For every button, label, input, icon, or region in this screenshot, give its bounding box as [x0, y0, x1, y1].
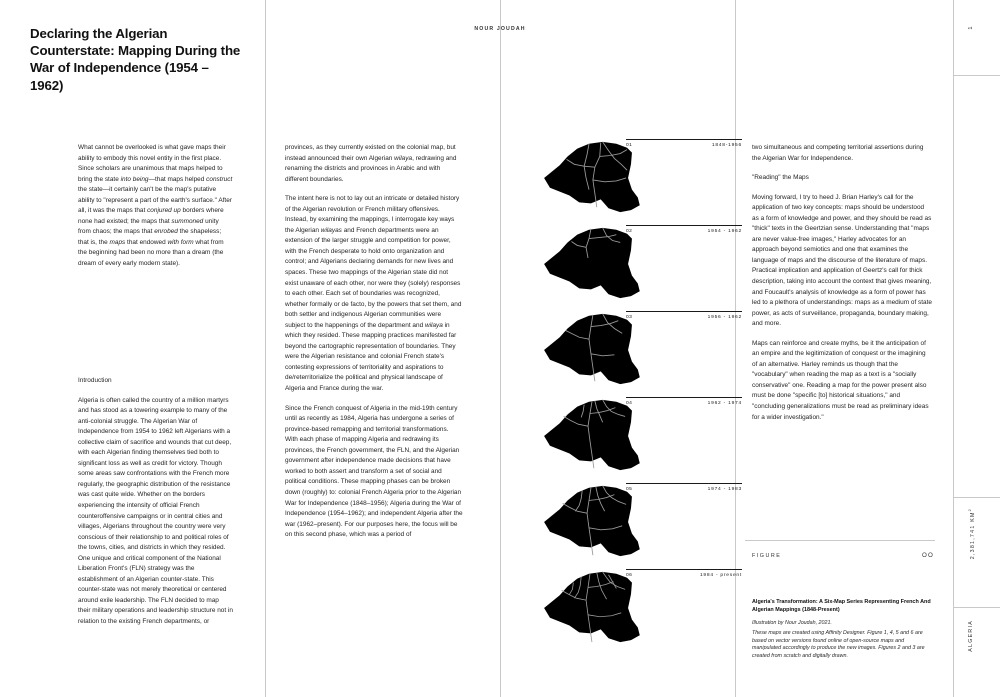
- paragraph: Since the French conquest of Algeria in the mid-19th century until as recently as 1984, Algeria has undergone a series of province-based remapping and territorial transformations. With each phase of mapping Algeria and redrawing its provinces, the French government, the FLN, and the Algerian government after independence made decisions that have worked to both assert and transform a set of social and political conditions. These mapping phases can be broken down (roughly) to: colonial French Algeria prior to the Algerian War for Independence (1848–1956); Algeria during the War of Independence (1954–1962); and independent Algeria after the war (1962–present). For our purposes here, the focus will be on this second phase, which was a period of: [285, 404, 463, 539]
- map-row: [520, 221, 742, 303]
- body-column-1-intro: [78, 376, 233, 628]
- map-label-05: [626, 483, 742, 492]
- body-column-1: [78, 143, 233, 270]
- map-years: 1956 - 1962: [707, 314, 742, 320]
- figure-caption-body: [752, 620, 934, 660]
- map-number: 02: [626, 228, 633, 234]
- map-row: [520, 565, 742, 647]
- map-row: [520, 135, 742, 217]
- margin-rule: [953, 0, 954, 697]
- map-label-03: [626, 311, 742, 320]
- map-series: [520, 135, 742, 655]
- margin-place-label: ALGERIA: [968, 620, 974, 652]
- body-column-2: [285, 143, 463, 541]
- map-number: 04: [626, 400, 633, 406]
- map-years: 1848-1956: [711, 142, 742, 148]
- margin-divider-top: [953, 75, 1000, 76]
- map-row: [520, 307, 742, 389]
- map-label-04: [626, 397, 742, 406]
- map-years: 1974 - 1983: [707, 486, 742, 492]
- map-number: 03: [626, 314, 633, 320]
- margin-area-label: 2,381,741 $KM^2$: [968, 508, 976, 560]
- running-head: NOUR JOUDAH: [474, 26, 526, 32]
- figure-caption-block: [752, 552, 934, 661]
- figure-label: FIGURE: [752, 553, 782, 559]
- section-heading-introduction: Introduction: [78, 377, 112, 384]
- map-label-01: [626, 139, 742, 148]
- page-number: 1: [968, 26, 974, 30]
- paragraph: Maps can reinforce and create myths, be it the anticipation of an empire and the legitimization of conquest or the imagining of an alternative. Harley reminds us though that the "vocabulary" when reading the map as a text is a "socially conservative" one. Reading a map for the power present also must be done "specific [to] historical situations," and "concluding generalizations must be read as preliminary ideas for a wider investigation.": [752, 339, 929, 421]
- paragraph: two simultaneous and competing territorial assertions during the Algerian War for Independence.: [752, 144, 924, 162]
- column-rule-1: [265, 0, 266, 697]
- map-years: 1984 - present: [699, 572, 742, 578]
- map-number: 01: [626, 142, 633, 148]
- margin-divider-low: [953, 607, 1000, 608]
- paragraph: provinces, as they currently existed on the colonial map, but instead announced their own Algerian wilaya, redrawing and renaming the districts and provinces in Arabic and with different boundaries.: [285, 144, 457, 183]
- figure-caption-rule: [745, 540, 935, 541]
- margin-divider-mid: [953, 497, 1000, 498]
- map-row: [520, 479, 742, 561]
- figure-credit: Illustration by Nour Joudah, 2021.: [752, 620, 832, 627]
- map-number: 06: [626, 572, 633, 578]
- map-years: 1954 - 1962: [707, 228, 742, 234]
- figure-number: OO: [921, 552, 934, 559]
- section-heading-reading-the-maps: "Reading" the Maps: [752, 174, 809, 182]
- body-column-4: [752, 143, 932, 423]
- column-rule-2: [500, 0, 501, 697]
- map-number: 05: [626, 486, 633, 492]
- map-label-06: [626, 569, 742, 578]
- map-years: 1962 - 1974: [707, 400, 742, 406]
- figure-note: These maps are created using Affinity Designer. Figure 1, 4, 5 and 6 are based on vector versions found online of open-source maps and manipulated accordingly to produce the new images. Figures 2 and 3 are created from scratch and digitally drawn.: [752, 630, 925, 660]
- page-title: Declaring the Algerian Counterstate: Mapping During the War of Independence (1954 – 1962): [30, 26, 241, 93]
- paragraph: What cannot be overlooked is what gave maps their ability to embody this novel entity in the first place. Since scholars are unanimous that maps helped to bring the state into being—that maps helped construct the state—it certainly can't be the map's putative ability to "represent a part of the earth's surface." After all, it was the maps that conjured up borders where none had existed; the maps that summoned unity from chaos; the maps that enrobed the shapeless; that is, the maps that endowed with form what from the beginning had been no more than a dream (the dream of every early modern state).: [78, 144, 233, 268]
- paragraph: Algeria is often called the country of a million martyrs and has stood as a towering example to many of the anti-colonial struggle. The Algerian War of Independence from 1954 to 1962 left Algerians with a collective claim of sacrifice and wounds that cut deep, with each Algerian finding themselves tied both to significant loss as well as credit for victory. Though some areas saw confrontations with the French more regularly, the geographic distribution of the resistance was cast quite wide. Whether on the borders experiencing the intensity of official French counteroffensive campaigns or in central cities and villages, Algerians throughout the country were very conscious of their relationship to and political roles of the towns, cities, and districts in which they resided. One unique and critical component of the National Liberation Front's (FLN) strategy was the establishment of an Algerian counter-state. This counter-state was not merely theoretical or centered around exile leadership. The FLN decided to map their military operations and leadership structure not in relation to the existing French departments, or: [78, 396, 233, 625]
- figure-caption-header: [752, 552, 934, 559]
- map-row: [520, 393, 742, 475]
- paragraph: The intent here is not to lay out an intricate or detailed history of the Algerian revolution or French military offensives. Instead, by examining the mappings, I interrogate key ways the Algerian wilayas and French departments were an extension of the larger struggle and competition for power, with the French desperate to hold onto organization and control; and Algerians declaring demands for new lives and spaces. These two mappings of the Algerian state did not exist unaware of each other, nor were they (solely) responses to each other. Each set of boundaries was recognized, whether formally or de facto, by the powers that set them, and both settler and indigenous Algerian communities were subject to the happenings of the department and wilaya in which they resided. These mapping practices manifested far beyond the cartographic representation of boundaries. They were the Algerian resistance and colonial French state's contesting expressions of territoriality and aspirations to de/reterritorialize the political and physical landscape of Algeria and France during the war.: [285, 195, 462, 393]
- paragraph: Moving forward, I try to heed J. Brian Harley's call for the application of two key concepts: maps should be understood as a form of knowledge and power, and they should be read as "thick" texts in the Geertzian sense. Understanding that "maps are never value-free images," Harley advocates for an approach beyond semiotics and one that examines the language of maps and the discourse of the literature of maps. Practical implication and application of Geertz's call for thick description, taking into account the context that gives meaning, and Foucault's analysis of knowledge as a form of power has led to a plethora of understandings: maps as a medium of state power, as acts of surveillance, propaganda, boundary making, and more.: [752, 193, 932, 328]
- map-label-02: [626, 225, 742, 234]
- figure-caption-title: Algeria's Transformation: A Six-Map Series Representing French And Algerian Mappings (1848-Present): [752, 599, 931, 614]
